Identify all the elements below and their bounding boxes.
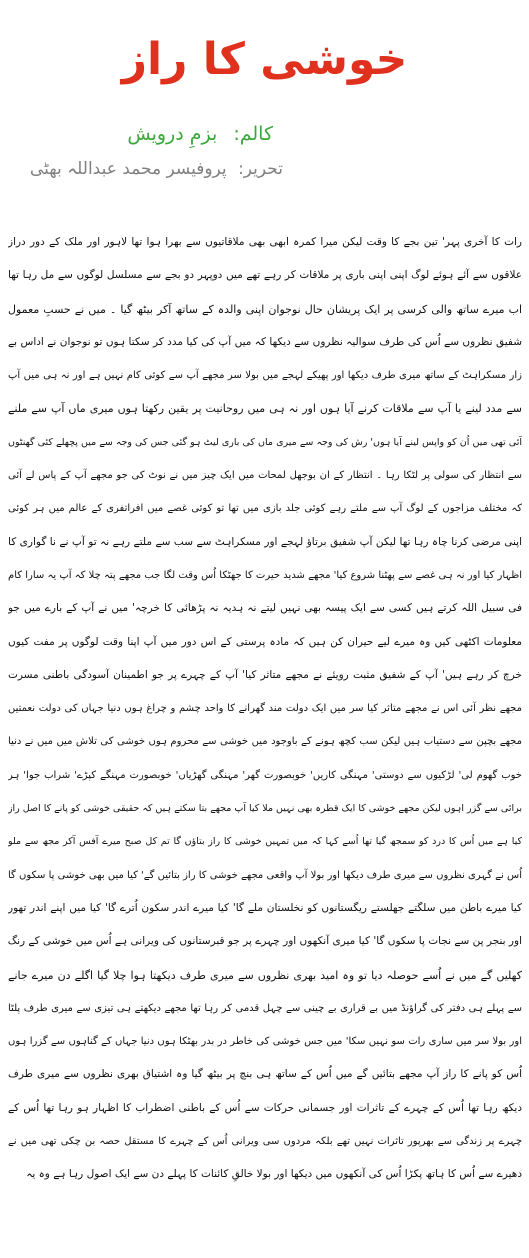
body-line: علاقوں سے آئے ہوئے لوگ اپنی اپنی باری پر ملاقات کر رہے تھے میں دوپہر دو بجے سے مسلسل لوگوں سے مل رہا تھا (8, 269, 522, 282)
column-name: بزمِ درویش (127, 123, 218, 145)
body-line: اُس کو پانے کا راز آپ مجھے بتائیں گے میں اُس کے ساتھ ہی بنچ پر بیٹھ گیا وہ اشتیاق بھری نظروں سے میری طرف (8, 1068, 522, 1081)
body-line: مجھے بچپن سے دستیاب ہیں لیکن سب کچھ ہونے کے باوجود میں خوشی سے محروم ہوں خوشی کی تلاش میں میں نے دنیا (8, 736, 522, 748)
body-line: اظہار کیا اور نہ ہی غصے سے پھٹنا شروع کیا' مجھے شدید حیرت کا جھٹکا اُس وقت لگا جب مجھے پتہ چلا کہ آپ یہ سارا کام (8, 569, 522, 581)
body-line: کھلیں گے میں نے اُسے حوصلہ دیا تو وہ امید بھری نظروں سے میری طرف دیکھتا ہوا چلا گیا اگلے دن میرے جانے (8, 968, 522, 982)
body-line: مجھے نظر آئی اس نے مجھے متاثر کیا سر میں ایک دولت مند گھرانے کا واحد چشم و چراغ ہوں دنیا جہاں کی دولت نعمتیں (8, 703, 522, 715)
author-name: پروفیسر محمد عبداللہ بھٹی (29, 159, 227, 179)
body-line: آئی تھی میں اُن کو واپس لینے آیا ہوں' رش کی وجہ سے میری ماں کی باری لیٹ ہو گئی جس کی وجہ سے میں پچھلے کئی گھنٹوں (8, 436, 522, 448)
body-line: کہ مختلف مزاجوں کے لوگ آپ سے ملتے رہے کوئی جلد بازی میں تھا تو کوئی غصے میں افراتفری کے عالم میں ہر کوئی (8, 503, 522, 515)
column-label: کالم: (233, 123, 273, 145)
article-body (8, 226, 522, 1192)
body-line: زار مسکراہٹ کے ساتھ میری طرف دیکھا اور پھیکے لہجے میں بولا سر مجھے آپ سے کوئی کام نہیں ہے اور نہ ہی میں آپ (8, 370, 522, 382)
body-line: اُس نے گہری نظروں سے میری طرف دیکھا اور بولا آپ واقعی مجھے خوشی کا راز بتائیں گے' کیا میں بھی خوشی پا سکوں گا (8, 869, 522, 881)
body-line: چہرے پر زندگی سے بھرپور تاثرات نہیں تھے بلکہ مردوں سی ویرانی اُس کے چہرے کا مستقل حصہ بن چکی تھی میں نے (8, 1136, 522, 1148)
body-line: اپنی مرضی کرنا چاہ رہا تھا لیکن آپ شفیق برتاؤ لہجے اور مسکراہٹ سے سب سے ملتے رہے نہ تو آپ نے نا گواری کا (8, 535, 522, 548)
body-line: اور بنجر پن سے نجات پا سکوں گا' کیا میری آنکھوں اور چہرے پر جو قبرستانوں کی ویرانی ہے اُس میں خوشی کے رنگ (8, 935, 522, 948)
body-line: دھیرے سے اُس کا ہاتھ پکڑا اُس کی آنکھوں میں دیکھا اور بولا خالقِ کائنات کا پہلے دن سے ایک اصول رہا ہے وہ یہ (26, 1168, 522, 1181)
body-line: برائی سے گزر اہوں لیکن مجھے خوشی کا ایک قطرہ بھی نہیں ملا کیا آپ مجھے بتا سکتے ہیں کہ حقیقی خوشی کو پانے کا اصل راز (8, 803, 522, 815)
article-title: خوشی کا راز (121, 34, 408, 85)
body-line: سے انتظار کی سولی پر لٹکا رہا ۔ انتظار کے ان بوجھل لمحات میں ایک چیز میں نے نوٹ کی جو مجھے آپ کے پاس لے آئی (8, 470, 522, 482)
body-line: کیا میرے باطن میں سلگتے جھلستے ریگستانوں کو نخلستان ملے گا' کیا میرے اندر سکون اُترے گا' کیا میں اپنے اندر تھور (8, 901, 522, 914)
author-credit (30, 158, 283, 180)
body-line: اور بولا سر میں ساری رات سو نہیں سکا' میں جس خوشی کی خاطر در بدر بھٹکا ہوں دنیا جہاں کے گناہوں سے گزرا ہوں (8, 1036, 522, 1048)
body-line: سے پہلے ہی دفتر کی گراؤنڈ میں بے قراری بے چینی سے چہل قدمی کر رہا تھا مجھے دیکھتے ہی تیزی سے میری طرف پلٹا (8, 1002, 522, 1014)
body-line: خرچ کر رہے ہیں' آپ کے شفیق مثبت رویئے نے مجھے متاثر کیا' آپ کے چہرے پر جو اطمینان آسودگی باطنی مسرت (8, 668, 522, 681)
body-line: شفیق نظروں سے اُس کی طرف سوالیہ نظروں سے دیکھا کہ میں آپ کی کیا مدد کر سکتا ہوں تو نوجوان نے اداس بے (8, 335, 522, 348)
body-line: خوب گھوم لی' لڑکیوں سے دوستی' مہنگی کاریں' خوبصورت گھر' مہنگی گھڑیاں' خوبصورت مہنگے کپڑے' شراب جوا' ہر (8, 769, 522, 781)
body-line: دیکھ رہا تھا اُس کے چہرے کے تاثرات اور جسمانی حرکات سے اُس کے باطنی اضطراب کا اظہار ہو رہا تھا اُس کے (8, 1101, 522, 1114)
column-credit (127, 122, 273, 146)
body-line: فی سبیل اللہ کرتے ہیں کسی سے ایک پیسہ بھی نہیں لیتے نہ ہدیہ نہ پڑھائی کا خرچہ' میں نے آپ کے بارے میں جو (8, 602, 522, 615)
body-line: اب میرے ساتھ والی کرسی پر ایک پریشان حال نوجوان اپنی والدہ کے ساتھ آکر بیٹھ گیا ۔ میں نے حسبِ معمول (8, 302, 522, 316)
body-line: رات کا آخری پہر' تین بجے کا وقت لیکن میرا کمرہ ابھی بھی ملاقاتیوں سے بھرا ہوا تھا لاہور اور ملک کے دور دراز (8, 236, 522, 248)
author-label: تحریر: (238, 159, 283, 179)
body-line: معلومات اکٹھی کیں وہ میرے لیے حیران کن ہیں کہ مادہ پرستی کے اس دور میں آپ اپنا وقت لوگوں پر مفت کیوں (8, 635, 522, 648)
body-line: سے مدد لینے یا آپ سے ملاقات کرنے آیا ہوں اور نہ ہی میں روحانیت پر یقین رکھتا ہوں میری ماں آپ سے ملنے (8, 402, 522, 416)
body-line: کیا ہے میں اُس کا درد کو سمجھ گیا تھا اُسے کہا کہ میں تمہیں خوشی کا راز بتاؤں گا تم کل صبح میرے آفس آکر مجھ سے ملو (8, 836, 522, 848)
